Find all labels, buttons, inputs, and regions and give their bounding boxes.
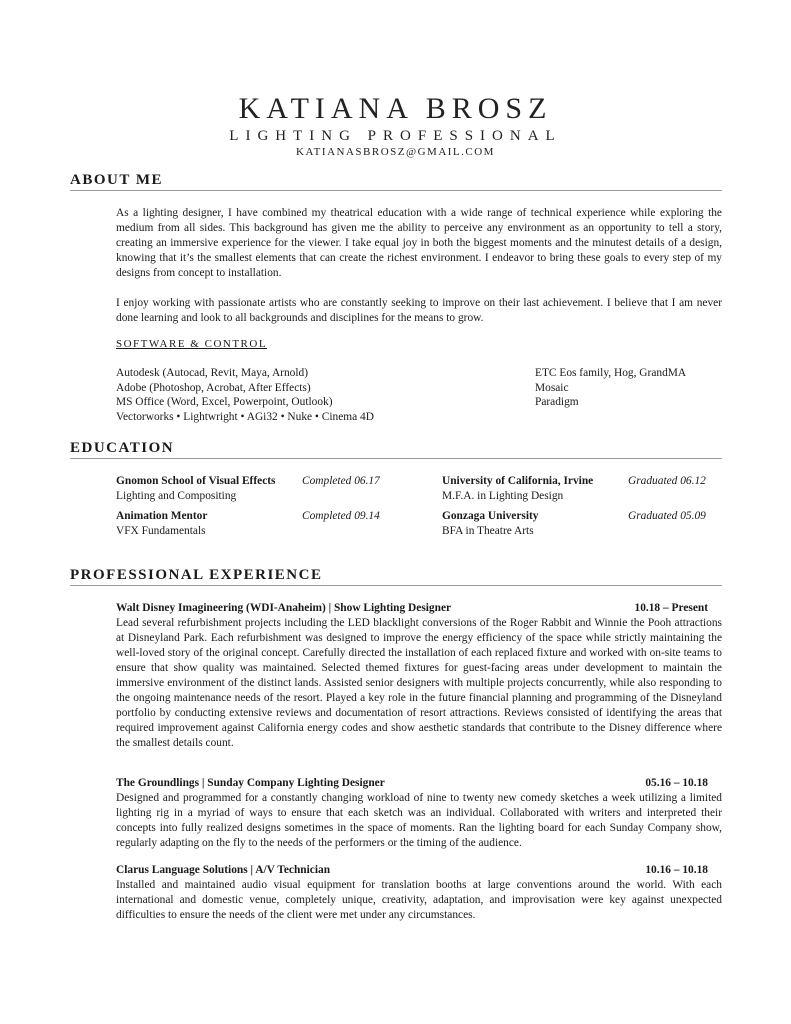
about-paragraph-2: I enjoy working with passionate artists who are constantly seeking to improve on their last achievement. I believe that I am never done learning and look to all backgrounds and disciplines for the means to grow. [116, 297, 722, 324]
job-entry [116, 863, 722, 923]
education-heading: EDUCATION [70, 439, 722, 459]
software-item: Paradigm [535, 396, 579, 408]
software-item: Vectorworks • Lightwright • AGi32 • Nuke • Cinema 4D [116, 410, 374, 423]
job-dates: 05.16 – 10.18 [645, 777, 708, 789]
education-date: Completed 06.17 [302, 475, 380, 487]
job-entry [116, 776, 722, 851]
education-item [442, 474, 722, 503]
name-title: KATIANA BROSZ [238, 92, 553, 125]
resume-header [0, 0, 791, 159]
role-subtitle: LIGHTING PROFESSIONAL [229, 128, 562, 144]
email-address: KATIANASBROSZ@GMAIL.COM [296, 146, 495, 158]
experience-heading: PROFESSIONAL EXPERIENCE [70, 566, 722, 586]
software-item: Adobe (Photoshop, Acrobat, After Effects) [116, 381, 311, 394]
job-description: Designed and programmed for a constantly changing workload of nine to twenty new comedy sketches a week utilizing a limited lighting rig in a myriad of ways to ensure that each sketch was an individual. Collaborated with writers and interpreted their concepts into fully realized designs sometimes in the space of moments. Ran the lighting board for each Sunday Company show, regularly adapting on the fly to the needs of the performers or the timing of the audience. [116, 792, 722, 849]
program-name: Lighting and Compositing [116, 489, 237, 502]
job-dates: 10.18 – Present [634, 602, 708, 614]
software-list-right [535, 366, 686, 410]
program-name: VFX Fundamentals [116, 524, 206, 537]
school-name: Gonzaga University [442, 510, 539, 522]
job-title: Walt Disney Imagineering (WDI-Anaheim) | Show Lighting Designer [116, 602, 452, 614]
software-list-left [116, 366, 374, 424]
education-item [116, 474, 396, 503]
program-name: BFA in Theatre Arts [442, 524, 534, 537]
education-date: Graduated 06.12 [628, 475, 706, 487]
job-title: Clarus Language Solutions | A/V Technician [116, 864, 331, 876]
school-name: Animation Mentor [116, 510, 208, 522]
about-heading: ABOUT ME [70, 171, 722, 191]
job-title: The Groundlings | Sunday Company Lighting Designer [116, 777, 385, 789]
job-dates: 10.16 – 10.18 [645, 864, 708, 876]
job-entry [116, 601, 722, 751]
education-item [442, 509, 722, 538]
software-item: ETC Eos family, Hog, GrandMA [535, 367, 687, 379]
software-item: Mosaic [535, 381, 569, 394]
education-date: Graduated 05.09 [628, 510, 706, 522]
education-item [116, 509, 396, 538]
software-heading: SOFTWARE & CONTROL [116, 338, 268, 350]
about-text [116, 206, 722, 326]
job-description: Installed and maintained audio visual equipment for translation booths at large conventions around the world. With each international and domestic venue, completely unique, creativity, adaptation, and improvisation were key against unexpected difficulties to ensure the needs of the client were met under any circumstances. [116, 879, 722, 921]
school-name: Gnomon School of Visual Effects [116, 475, 276, 487]
about-paragraph-1: As a lighting designer, I have combined my theatrical education with a wide range of technical experience while exploring the medium from all sides. This background has given me the ability to perceive any environment as an opportunity to tell a story, creating an immersive experience for the viewer. I take equal joy in both the biggest moments and the minutest details of a design, knowing that it’s the smallest elements that can create the richest environment. I endeavor to bring these goals to every step of my designs from concept to installation. [116, 207, 722, 279]
job-description: Lead several refurbishment projects including the LED blacklight conversions of the Roger Rabbit and Winnie the Pooh attractions at Disneyland Park. Each refurbishment was designed to improve the energy efficiency of the space while strictly maintaining the well-loved story of the original concept. Carefully directed the installation of each replaced fixture and worked with on-site teams to ensure that show quality was maintained. Selected themed fixtures for guest-facing areas under development to maintain the immersive environment of the distinct lands. Assisted senior designers with multiple projects concurrently, while also responding to the ongoing maintenance needs of the resort. Played a key role in the future financial planning and programming of the Disneyland portfolio by conducting extensive reviews and documentation of resort attractions. Reviews consisted of identifying the areas that required improvement against California energy codes and show aesthetic standards that contribute to the Disney difference where the smallest details count. [116, 617, 722, 749]
education-date: Completed 09.14 [302, 510, 380, 522]
program-name: M.F.A. in Lighting Design [442, 489, 564, 502]
school-name: University of California, Irvine [442, 475, 594, 487]
software-item: Autodesk (Autocad, Revit, Maya, Arnold) [116, 367, 309, 379]
software-item: MS Office (Word, Excel, Powerpoint, Outlook) [116, 396, 333, 408]
